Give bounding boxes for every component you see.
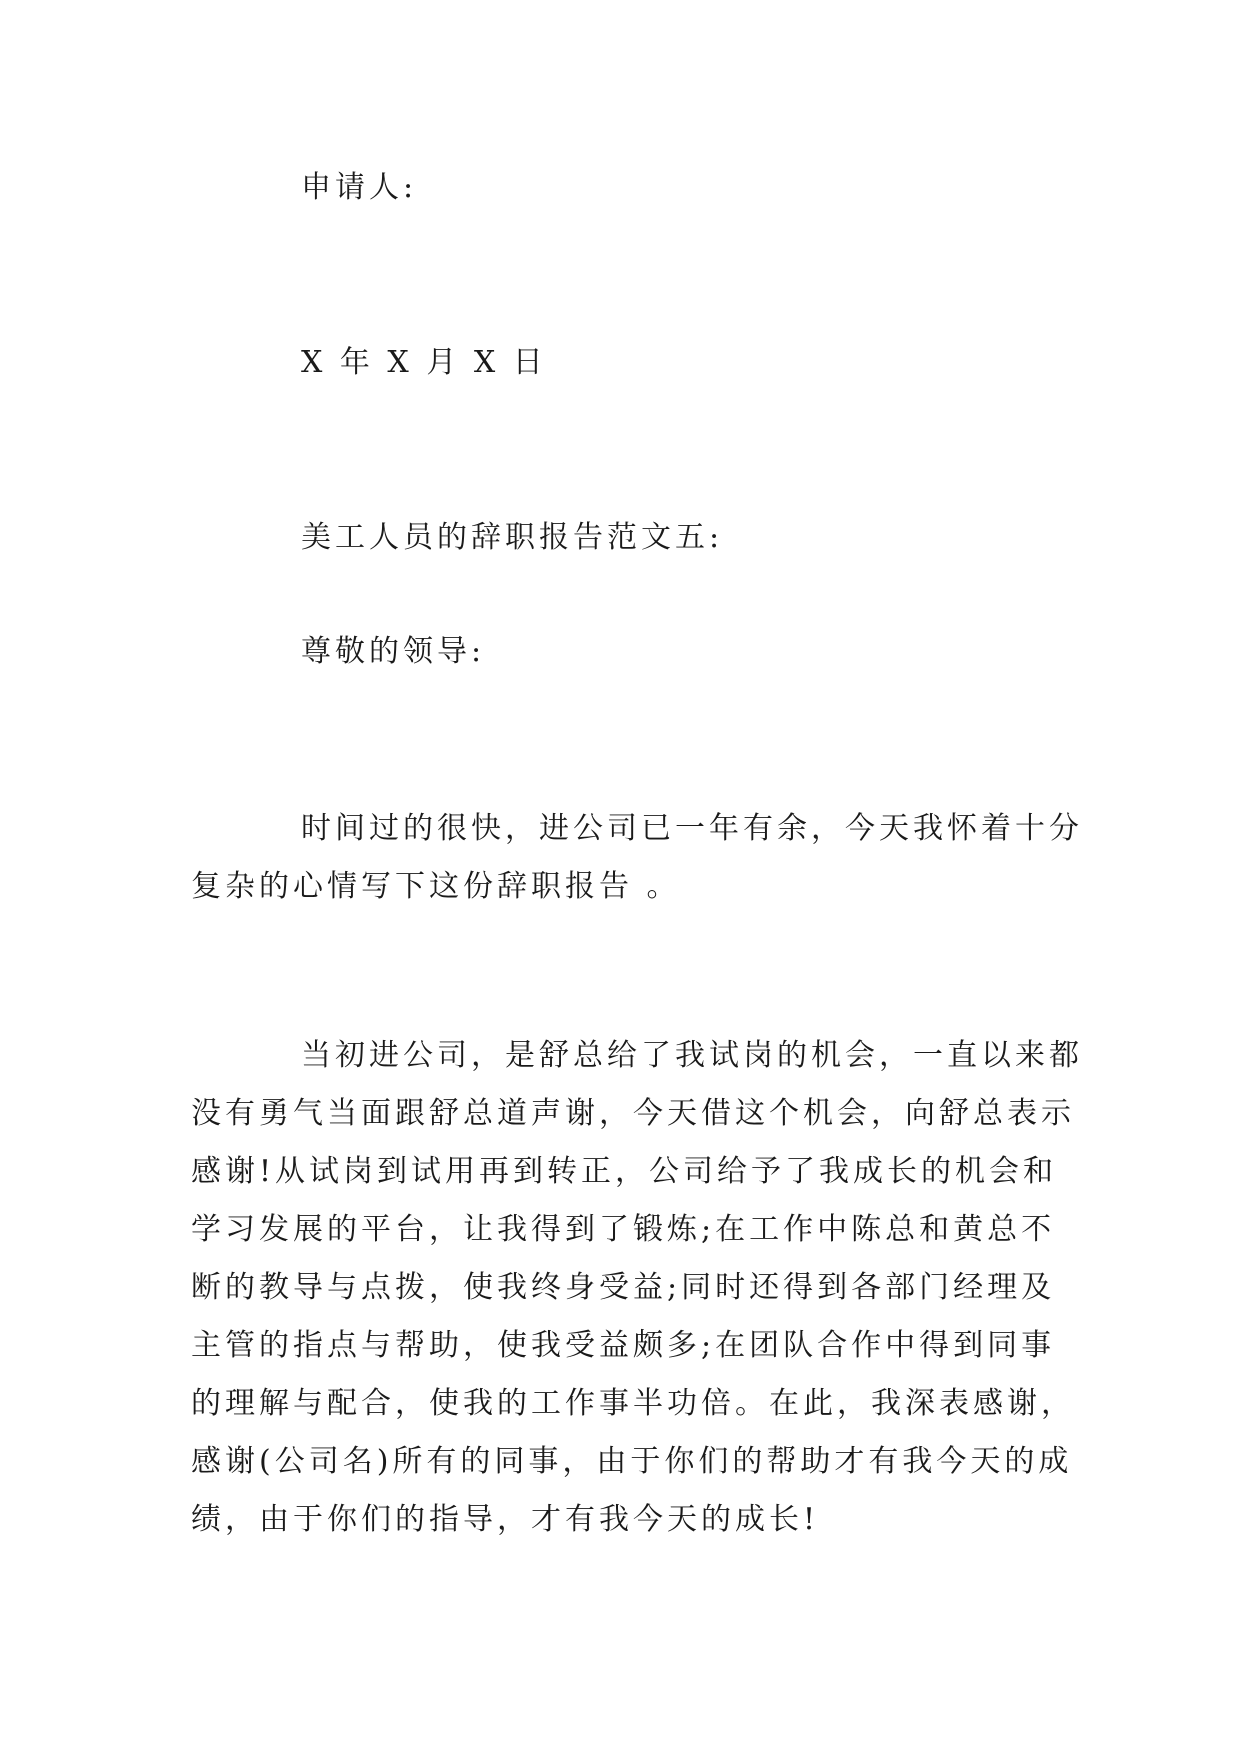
paragraph-line: 当初进公司，是舒总给了我试岗的机会，一直以来都 [301,1038,1083,1073]
paragraph-2 [191,1027,1083,1549]
paragraph-line: 复杂的心情写下这份辞职报告 。 [191,869,681,904]
paragraph-line: 时间过的很快，进公司已一年有余，今天我怀着十分 [301,811,1083,846]
paragraph-line: 学习发展的平台，让我得到了锻炼;在工作中陈总和黄总不 [191,1212,1056,1247]
applicant-label: 申请人: [301,170,418,205]
paragraph-line: 绩，由于你们的指导，才有我今天的成长! [191,1502,820,1537]
paragraph-line: 感谢!从试岗到试用再到转正，公司给予了我成长的机会和 [191,1154,1058,1189]
date-line: X 年 X 月 X 日 [301,345,547,380]
paragraph-line: 感谢(公司名)所有的同事，由于你们的帮助才有我今天的成 [191,1444,1073,1479]
paragraph-line: 的理解与配合，使我的工作事半功倍。在此，我深表感谢， [191,1386,1075,1421]
section-title: 美工人员的辞职报告范文五: [301,520,724,555]
paragraph-line: 主管的指点与帮助，使我受益颇多;在团队合作中得到同事 [191,1328,1056,1363]
salutation: 尊敬的领导: [301,634,486,669]
paragraph-line: 断的教导与点拨，使我终身受益;同时还得到各部门经理及 [191,1270,1056,1305]
paragraph-line: 没有勇气当面跟舒总道声谢，今天借这个机会，向舒总表示 [191,1096,1075,1131]
paragraph-1 [191,800,1083,916]
